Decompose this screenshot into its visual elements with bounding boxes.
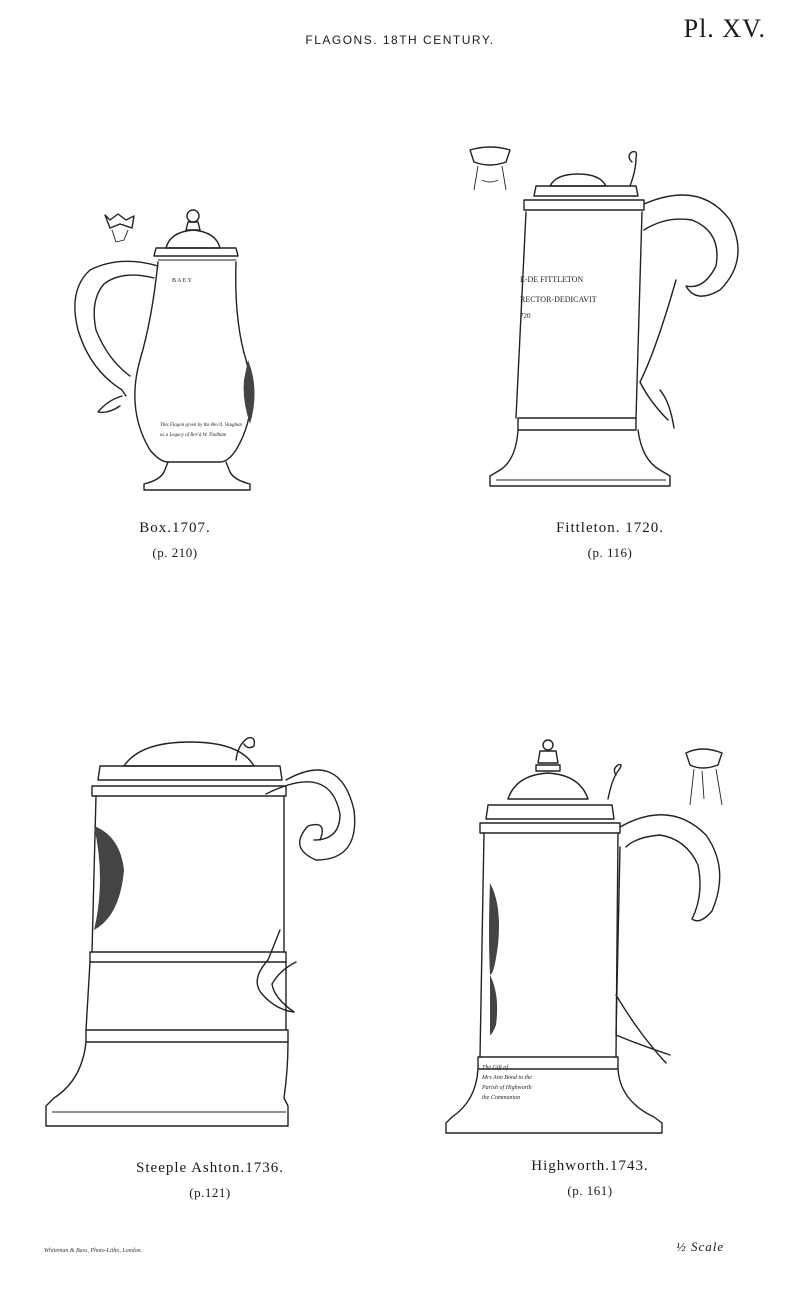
highworth-inscription-line-3: Parish of Highworth: [482, 1085, 532, 1091]
fittleton-inscription-line-3: 720: [520, 312, 531, 320]
flagon-fittleton-1720-figure: [460, 140, 750, 500]
flagon-steeple-ashton-1736-drawing: [40, 730, 370, 1140]
pageref-steeple-ashton-1736: (p.121): [189, 1185, 231, 1200]
caption-steeple-ashton-1736: Steeple Ashton.1736.: [136, 1160, 284, 1176]
pageref-fittleton-1720: (p. 116): [587, 545, 633, 560]
caption-highworth-1743: Highworth.1743.: [531, 1158, 649, 1174]
flagon-box-1707-figure: [60, 200, 280, 500]
flagon-highworth-1743-drawing: [440, 735, 740, 1135]
pageref-highworth-1743: (p. 161): [567, 1183, 613, 1198]
printer-imprint: Whiteman & Bass, Photo-Litho, London.: [44, 1248, 143, 1254]
flagon-highworth-1743-figure: [440, 735, 740, 1135]
caption-box-1707: Box.1707.: [139, 520, 211, 536]
flagon-box-1707-drawing: [60, 200, 280, 500]
fittleton-inscription-line-1: E-DE FITTLETON: [520, 275, 584, 284]
box-inscription-line-1: This Flagon given by the Rev'd. Vaughan: [160, 423, 243, 428]
plate-number: Pl. XV.: [683, 14, 766, 43]
flagon-fittleton-1720-drawing: [460, 140, 750, 500]
flagon-steeple-ashton-1736-figure: [40, 730, 370, 1140]
box-inscription-line-2: as a Legacy of Rev'd W. Tindham: [160, 433, 227, 438]
highworth-inscription-line-2: Mrs Ann Bond to the: [482, 1075, 532, 1081]
caption-fittleton-1720: Fittleton. 1720.: [555, 520, 665, 536]
fittleton-inscription-line-2: RECTOR-DEDICAVIT: [520, 295, 597, 304]
pageref-box-1707: (p. 210): [152, 545, 198, 560]
scale-note: ½ Scale: [676, 1239, 725, 1254]
plate-title: FLAGONS. 18TH CENTURY.: [305, 33, 495, 47]
box-top-mark: B A E Y: [172, 278, 192, 284]
highworth-inscription-line-1: The Gift of: [482, 1065, 509, 1071]
highworth-inscription-line-4: the Communion: [482, 1095, 521, 1101]
